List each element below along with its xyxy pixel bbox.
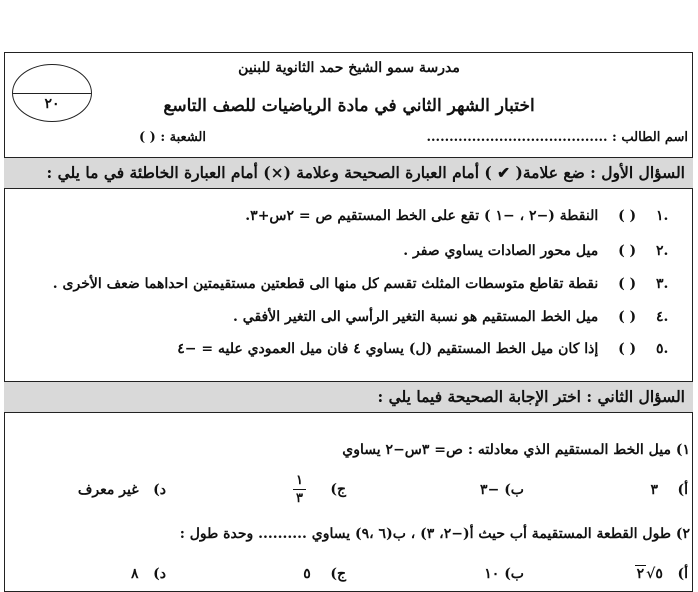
score-divider	[13, 93, 91, 94]
q1-item-5	[177, 341, 690, 357]
q1-item-number: ٥.	[656, 341, 669, 357]
section-field: الشعبة : ( )	[138, 130, 206, 145]
question-2-title: السؤال الثاني : اختر الإجابة الصحيحة فيما يلي :	[377, 387, 685, 406]
q1-item-number: ١.	[656, 208, 669, 224]
q1-item-2	[403, 243, 690, 259]
radicand: ٢	[636, 566, 645, 582]
question-1-title: السؤال الأول : ضع علامة( ✔ ) أمام العبارة الصحيحة وعلامة (×) أمام العبارة الخاطئة في ما يلي :	[46, 163, 685, 182]
option-label: ب)	[504, 482, 524, 498]
option-label: أ)	[677, 482, 688, 498]
q1-item-number: ٤.	[656, 309, 669, 325]
q1-item-text: النقطة (−٢ ، −١ ) تقع على الخط المستقيم ص = ٢س+٣.	[245, 208, 599, 224]
option-value: ٥	[303, 566, 311, 582]
score-oval	[12, 64, 92, 122]
option-label: ج)	[330, 481, 346, 498]
q2-2-option-b	[484, 566, 524, 582]
q1-item-1	[245, 208, 690, 224]
question-1-header	[4, 157, 693, 189]
option-value: غير معرف	[77, 482, 139, 498]
q1-item-number: ٢.	[656, 243, 669, 259]
answer-paren: ( )	[618, 208, 637, 224]
option-label: أ)	[677, 566, 688, 582]
option-value: ١٠	[484, 566, 500, 582]
answer-paren: ( )	[618, 276, 637, 292]
option-value: −٣	[480, 482, 500, 498]
question-2-header	[4, 381, 693, 413]
q2-question-2: ٢) طول القطعة المستقيمة أب حيث أ(−٢، ٣) ، ب(٦ ،٩) يساوي .......... وحدة طول :	[179, 526, 690, 542]
option-value: ٣	[650, 482, 658, 498]
q2-question-1: ١) ميل الخط المستقيم الذي معادلته : ص= ٣س−٢ يساوي	[342, 442, 690, 458]
option-label: د)	[153, 566, 166, 582]
q1-item-4	[233, 309, 690, 325]
q2-1-option-b	[480, 482, 524, 498]
fraction-denominator: ٣	[295, 491, 303, 506]
q2-1-option-c	[293, 474, 346, 505]
q1-item-number: ٣.	[656, 276, 669, 292]
q1-item-3	[53, 276, 690, 292]
option-value: ٨	[130, 566, 139, 582]
answer-paren: ( )	[618, 243, 637, 259]
q2-1-option-d	[78, 482, 166, 498]
exam-title: اختبار الشهر الثاني في مادة الرياضيات للصف التاسع	[163, 96, 535, 116]
q2-1-option-a	[650, 482, 688, 498]
q2-2-option-c	[303, 566, 346, 582]
fraction-numerator: ١	[293, 474, 306, 490]
q1-item-text: نقطة تقاطع متوسطات المثلث تقسم كل منها الى قطعتين مستقيمتين احداهما ضعف الأخرى .	[52, 276, 599, 292]
root-sign: √	[646, 566, 656, 582]
square-root	[635, 566, 663, 582]
root-coefficient: ٥	[655, 566, 663, 582]
q2-2-option-a	[635, 566, 688, 582]
total-score: ٢٠	[44, 96, 60, 112]
student-name-field: اسم الطالب : ........................................	[426, 130, 688, 145]
q1-item-text: إذا كان ميل الخط المستقيم (ل) يساوي ٤ فان ميل العمودي عليه = −٤	[177, 341, 599, 357]
q2-2-option-d	[131, 566, 166, 582]
school-name: مدرسة سمو الشيخ حمد الثانوية للبنين	[238, 60, 460, 76]
option-label: ب)	[504, 566, 524, 582]
fraction	[293, 474, 306, 505]
answer-paren: ( )	[618, 341, 637, 357]
q1-item-text: ميل الخط المستقيم هو نسبة التغير الرأسي الى التغير الأفقي .	[233, 309, 599, 325]
option-label: د)	[153, 482, 166, 498]
answer-paren: ( )	[618, 309, 637, 325]
option-label: ج)	[330, 566, 346, 582]
q1-item-text: ميل محور الصادات يساوي صفر .	[403, 243, 599, 259]
